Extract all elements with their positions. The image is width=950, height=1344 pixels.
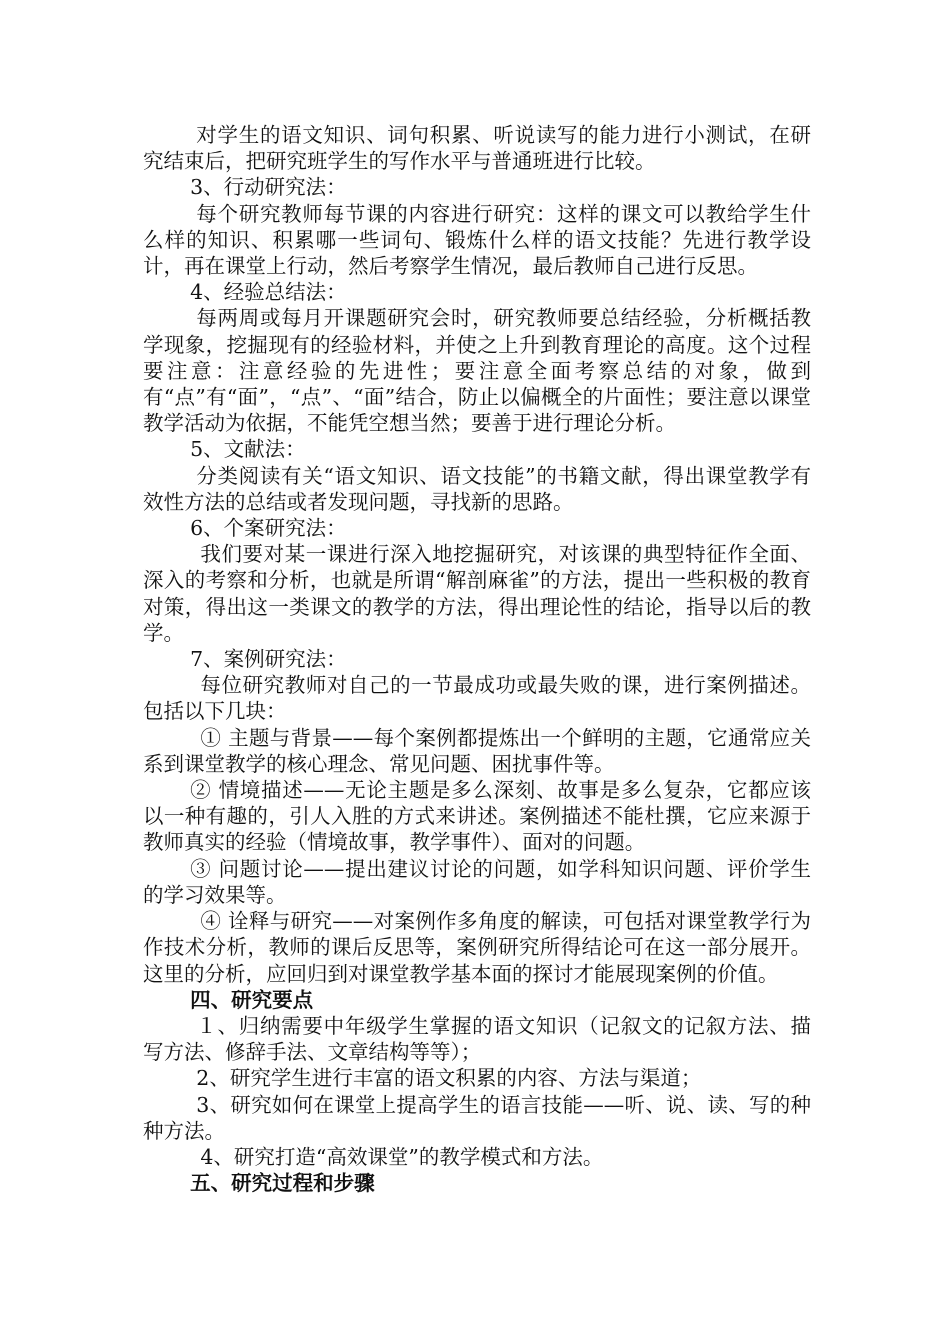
paragraph-point-3: 3、研究如何在课堂上提高学生的语言技能——听、说、读、写的种种方法。 <box>143 1092 811 1143</box>
section-heading-research-points: 四、研究要点 <box>190 987 314 1012</box>
item-case-study: 6、个案研究法： <box>190 516 347 541</box>
item-action-research: 3、行动研究法： <box>190 175 347 200</box>
paragraph-theme-background: ① 主题与背景——每个案例都提炼出一个鲜明的主题，它通常应关系到课堂教学的核心理念、常见问题、困扰事件等。 <box>143 725 811 776</box>
section-heading-research-process: 五、研究过程和步骤 <box>190 1171 375 1196</box>
paragraph-point-1: １、归纳需要中年级学生掌握的语文知识（记叙文的记叙方法、描写方法、修辞手法、文章结构等等）； <box>143 1013 811 1065</box>
item-experience-summary: 4、经验总结法： <box>190 280 347 305</box>
paragraph-situation-description: ② 情境描述——无论主题是多么深刻、故事是多么复杂，它都应该以一种有趣的，引人入胜的方式来讲述。案例描述不能杜撰，它应来源于教师真实的经验（情境故事，教学事件）、面对的问题。 <box>143 778 811 855</box>
paragraph-case-study: 我们要对某一课进行深入地挖掘研究，对该课的典型特征作全面、深入的考察和分析，也就是所谓“解剖麻雀”的方法，提出一些积极的教育对策，得出这一类课文的教学的方法，得出理论性的结论，指导以后的教学。 <box>143 542 811 645</box>
item-case-research: 7、案例研究法： <box>190 647 347 672</box>
paragraph-experience-summary: 每两周或每月开课题研究会时，研究教师要总结经验，分析概括教学现象，挖掘现有的经验材料，并使之上升到教育理论的高度。这个过程要注意：注意经验的先进性；要注意全面考察总结的对象，做到有“点”有“面”，“点”、“面”结合，防止以偏概全的片面性；要注意以课堂教学活动为依据，不能凭空想当然；要善于进行理论分析。 <box>143 306 811 436</box>
paragraph-action-research: 每个研究教师每节课的内容进行研究：这样的课文可以教给学生什么样的知识、积累哪一些词句、锻炼什么样的语文技能？先进行教学设计，再在课堂上行动，然后考察学生情况，最后教师自己进行反思。 <box>143 201 811 279</box>
document-body <box>143 122 811 1196</box>
paragraph-point-2: 2、研究学生进行丰富的语文积累的内容、方法与渠道； <box>196 1066 702 1091</box>
paragraph-problem-discussion: ③ 问题讨论——提出建议讨论的问题，如学科知识问题、评价学生的学习效果等。 <box>143 856 811 907</box>
paragraph-interpretation-research: ④ 诠释与研究——对案例作多角度的解读，可包括对课堂教学行为作技术分析，教师的课后反思等，案例研究所得结论可在这一部分展开。这里的分析，应回归到对课堂教学基本面的探讨才能展现案例的价值。 <box>143 909 811 986</box>
paragraph-point-4: 4、研究打造“高效课堂”的教学模式和方法。 <box>200 1144 604 1169</box>
paragraph-case-research: 每位研究教师对自己的一节最成功或最失败的课，进行案例描述。包括以下几块： <box>143 673 811 724</box>
item-literature-method: 5、文献法： <box>190 437 306 462</box>
paragraph-assessment: 对学生的语文知识、词句积累、听说读写的能力进行小测试，在研究结束后，把研究班学生的写作水平与普通班进行比较。 <box>143 123 811 174</box>
paragraph-literature-method: 分类阅读有关“语文知识、语文技能”的书籍文献，得出课堂教学有效性方法的总结或者发现问题，寻找新的思路。 <box>143 463 811 514</box>
